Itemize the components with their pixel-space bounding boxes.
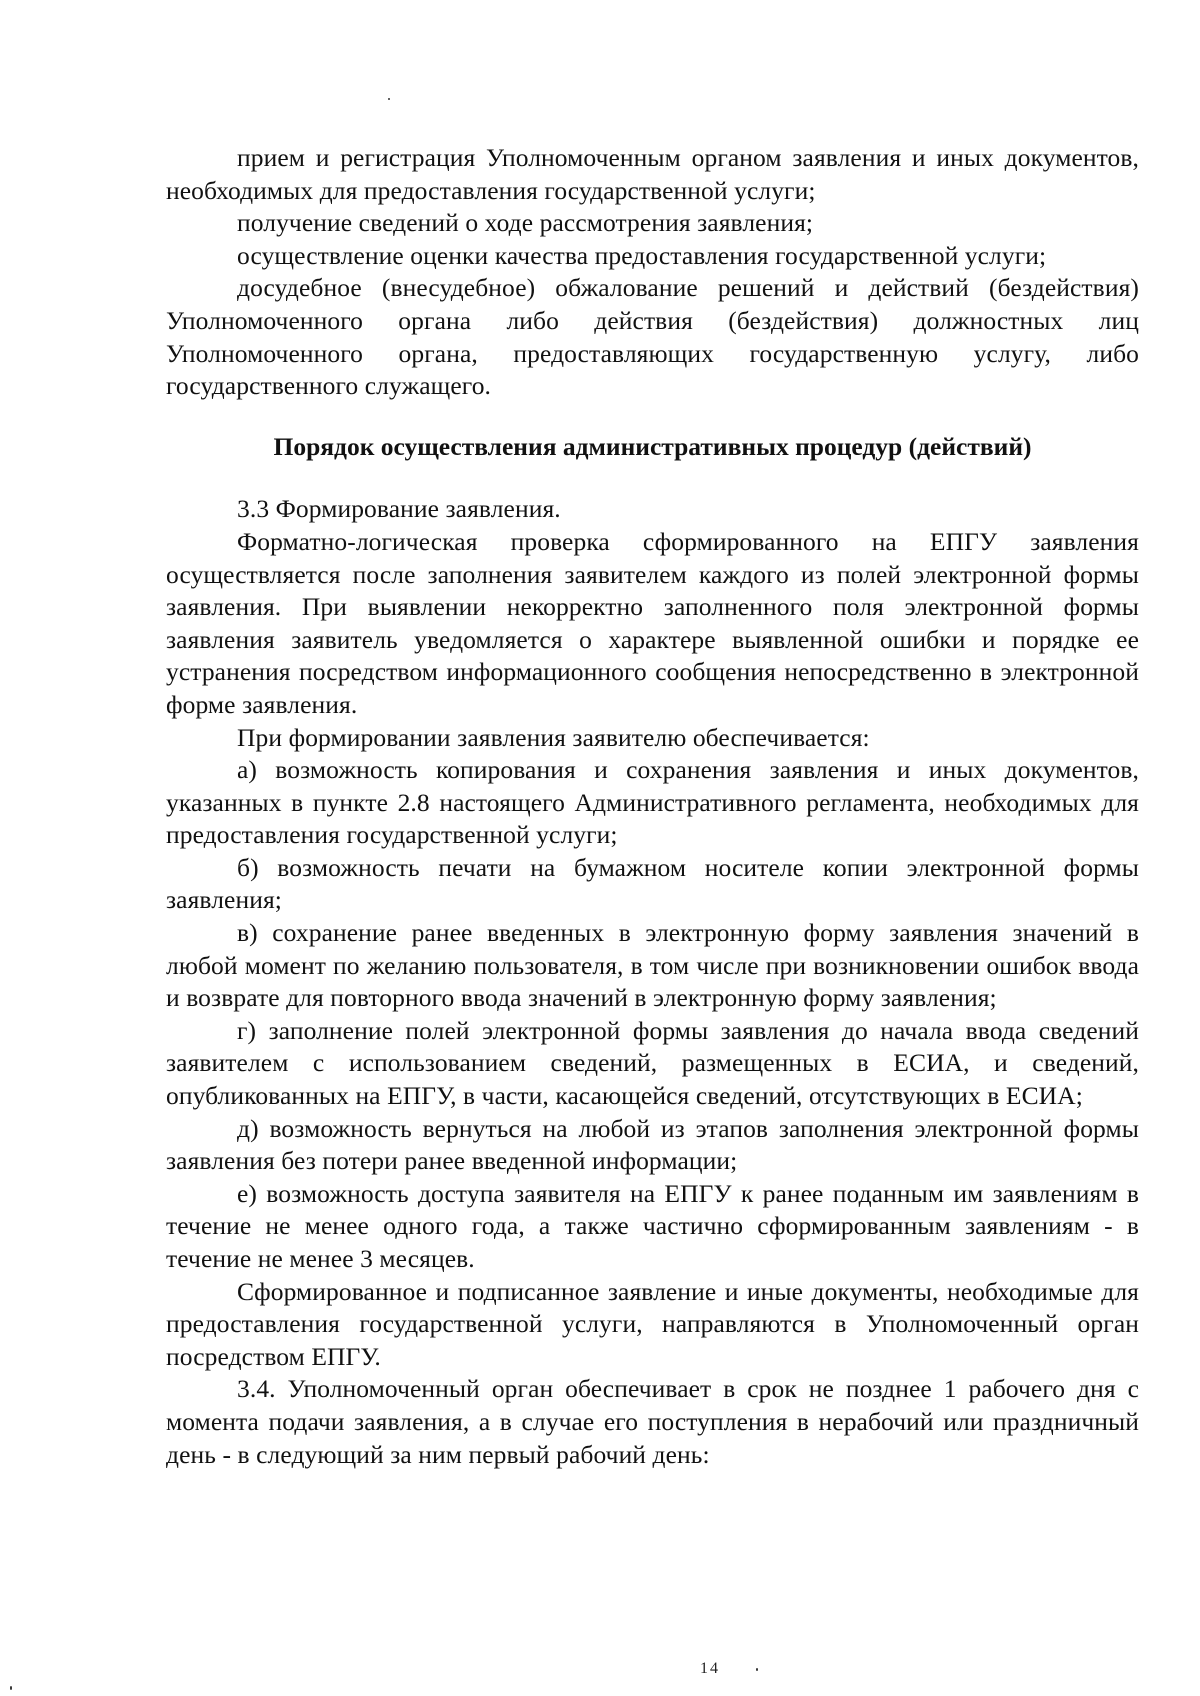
paragraph: прием и регистрация Уполномоченным органом заявления и иных документов, необходимых для предоставления государственной услуги; xyxy=(166,143,1139,205)
list-item-a: а) возможность копирования и сохранения заявления и иных документов, указанных в пункте 2.8 настоящего Административного регламента, необходимых для предоставления государственной услуги; xyxy=(166,755,1139,850)
section-heading: Порядок осуществления административных процедур (действий) xyxy=(273,431,1032,461)
scan-speck xyxy=(10,1686,12,1690)
list-item-v: в) сохранение ранее введенных в электронную форму заявления значений в любой момент по желанию пользователя, в том числе при возникновении ошибок ввода и возврате для повторного ввода значений в электронную форму заявления; xyxy=(166,918,1139,1013)
paragraph: 3.3 Формирование заявления. xyxy=(237,494,561,524)
list-item-d: д) возможность вернуться на любой из этапов заполнения электронной формы заявления без потери ранее введенной информации; xyxy=(166,1113,1139,1176)
paragraph: досудебное (внесудебное) обжалование решений и действий (бездействия) Уполномоченного органа либо действия (бездействия) должностных лиц Уполномоченного органа, предоставляющих государственную услугу, либо государственного служащего. xyxy=(166,273,1139,401)
paragraph: Форматно-логическая проверка сформированного на ЕПГУ заявления осуществляется после заполнения заявителем каждого из полей электронной формы заявления. При выявлении некорректно заполненного поля электронной формы заявления заявитель уведомляется о характере выявленной ошибки и порядке ее устранения посредством информационного сообщения непосредственно в электронной форме заявления. xyxy=(166,526,1139,719)
paragraph: 3.4. Уполномоченный орган обеспечивает в срок не позднее 1 рабочего дня с момента подачи заявления, а в случае его поступления в нерабочий или праздничный день - в следующий за ним первый рабочий день: xyxy=(166,1374,1139,1469)
list-item-e: е) возможность доступа заявителя на ЕПГУ к ранее поданным им заявлениям в течение не менее одного года, а также частично сформированным заявлениям - в течение не менее 3 месяцев. xyxy=(166,1178,1139,1273)
page-number: 14 xyxy=(700,1660,720,1677)
list-item-b: б) возможность печати на бумажном носителе копии электронной формы заявления; xyxy=(166,852,1139,915)
document-page xyxy=(166,142,1139,1471)
scan-speck xyxy=(756,1668,758,1671)
list-item-g: г) заполнение полей электронной формы заявления до начала ввода сведений заявителем с использованием сведений, размещенных в ЕСИА, и сведений, опубликованных на ЕПГУ, в части, касающейся сведений, отсутствующих в ЕСИА; xyxy=(166,1015,1139,1111)
paragraph: получение сведений о ходе рассмотрения заявления; xyxy=(237,208,814,238)
paragraph: Сформированное и подписанное заявление и иные документы, необходимые для предоставления государственной услуги, направляются в Уполномоченный орган посредством ЕПГУ. xyxy=(166,1276,1139,1371)
paragraph: При формировании заявления заявителю обеспечивается: xyxy=(237,722,870,752)
scan-speck xyxy=(388,98,390,100)
paragraph: осуществление оценки качества предоставления государственной услуги; xyxy=(237,240,1047,270)
